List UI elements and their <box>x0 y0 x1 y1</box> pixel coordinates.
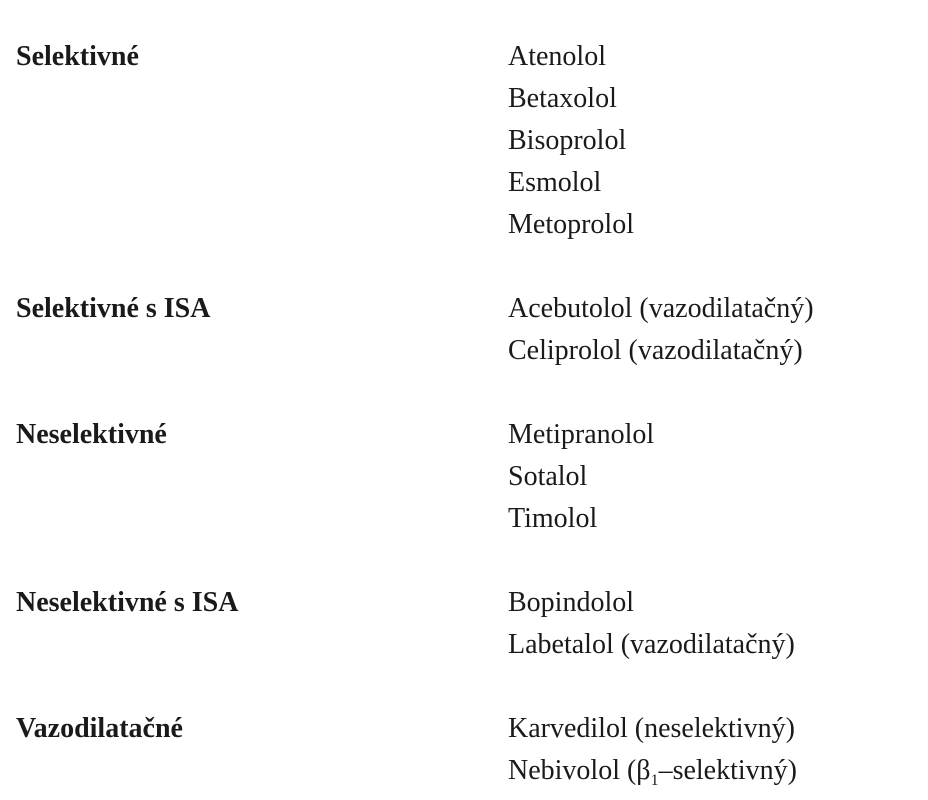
drug-list <box>508 414 654 540</box>
category-label: Selektivné s ISA <box>16 293 211 324</box>
drug-item: Sotalol <box>508 461 588 492</box>
drug-list <box>508 582 795 666</box>
drug-item: Metipranolol <box>508 419 655 450</box>
drug-name-suffix: –selektivný) <box>658 755 797 786</box>
beta-subscript: 1 <box>650 772 659 789</box>
drug-item: Metoprolol <box>508 209 634 240</box>
category-label: Neselektivné s ISA <box>16 587 239 618</box>
category-label: Selektivné <box>16 41 139 72</box>
drug-list <box>508 36 634 246</box>
drug-item: Labetalol (vazodilatačný) <box>508 629 795 660</box>
drug-item: Atenolol <box>508 41 606 72</box>
category-label: Neselektivné <box>16 419 167 450</box>
drug-item: Celiprolol (vazodilatačný) <box>508 335 803 366</box>
drug-item: Esmolol <box>508 167 602 198</box>
drug-name-prefix: Nebivolol (β <box>508 755 651 786</box>
drug-item: Timolol <box>508 503 598 534</box>
drug-item: Bisoprolol <box>508 125 627 156</box>
drug-item: Betaxolol <box>508 83 617 114</box>
drug-item: Acebutolol (vazodilatačný) <box>508 293 814 324</box>
drug-item: Karvedilol (neselektivný) <box>508 713 795 744</box>
drug-list <box>508 288 814 372</box>
category-label: Vazodilatačné <box>16 713 183 744</box>
drug-item-nebivolol <box>508 750 797 792</box>
drug-item: Bopindolol <box>508 587 635 618</box>
drug-list <box>508 708 797 792</box>
